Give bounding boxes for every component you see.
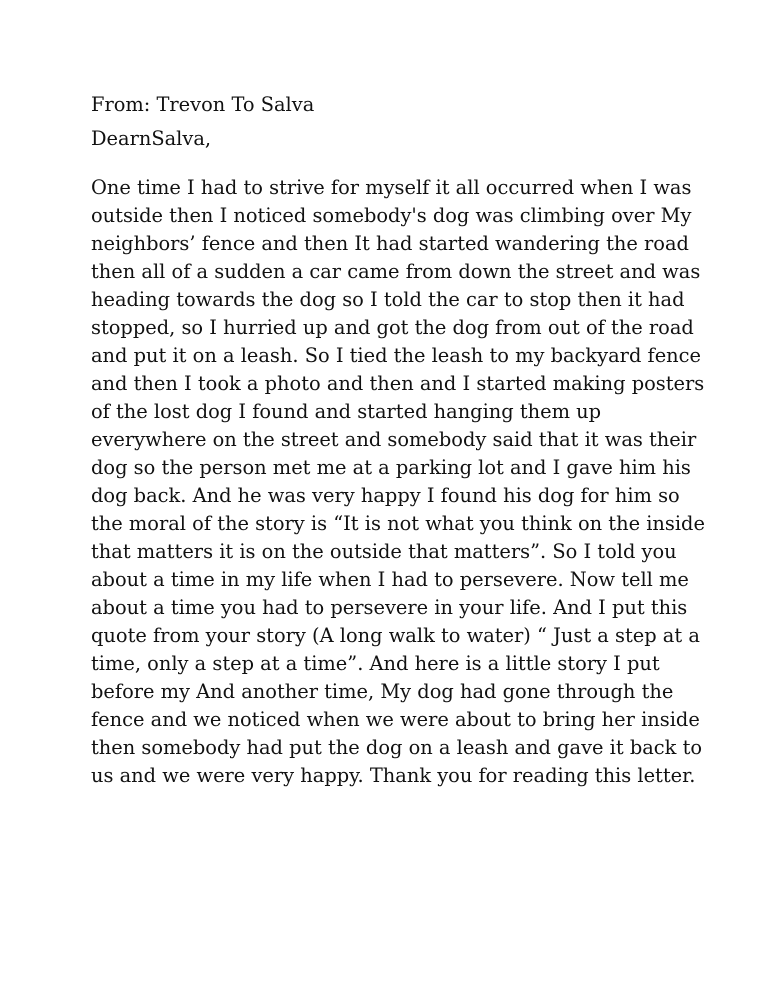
- body-line: about a time you had to persevere in your life. And I put this: [91, 596, 688, 619]
- body-line: heading towards the dog so I told the car to stop then it had: [91, 288, 685, 311]
- body-line: about a time in my life when I had to persevere. Now tell me: [91, 568, 689, 591]
- body-line: time, only a step at a time”. And here is a little story I put: [91, 652, 660, 675]
- body-line: that matters it is on the outside that matters”. So I told you: [91, 540, 677, 563]
- body-line: then all of a sudden a car came from down the street and was: [91, 260, 701, 283]
- body-line: and put it on a leash. So I tied the leash to my backyard fence: [91, 344, 702, 367]
- body-line: the moral of the story is “It is not what you think on the inside: [91, 512, 705, 535]
- body-line: outside then I noticed somebody's dog was climbing over My: [91, 204, 692, 227]
- greeting: DearnSalva,: [91, 127, 212, 150]
- body-line: of the lost dog I found and started hanging them up: [91, 400, 602, 423]
- body-line: and then I took a photo and then and I started making posters: [91, 372, 705, 395]
- body-line: quote from your story (A long walk to water) “ Just a step at a: [91, 624, 700, 647]
- from-line: From: Trevon To Salva: [91, 93, 315, 116]
- body-line: fence and we noticed when we were about to bring her inside: [91, 708, 700, 731]
- letter-body: [91, 174, 705, 790]
- body-line: then somebody had put the dog on a leash and gave it back to: [91, 736, 703, 759]
- body-line: neighbors’ fence and then It had started wandering the road: [91, 232, 689, 255]
- body-line: One time I had to strive for myself it all occurred when I was: [91, 176, 692, 199]
- body-line: before my And another time, My dog had gone through the: [91, 680, 674, 703]
- body-line: dog back. And he was very happy I found his dog for him so: [91, 484, 680, 507]
- body-line: dog so the person met me at a parking lot and I gave him his: [91, 456, 691, 479]
- body-line: everywhere on the street and somebody said that it was their: [91, 428, 697, 451]
- body-line: stopped, so I hurried up and got the dog from out of the road: [91, 316, 694, 339]
- body-line: us and we were very happy. Thank you for reading this letter.: [91, 764, 696, 787]
